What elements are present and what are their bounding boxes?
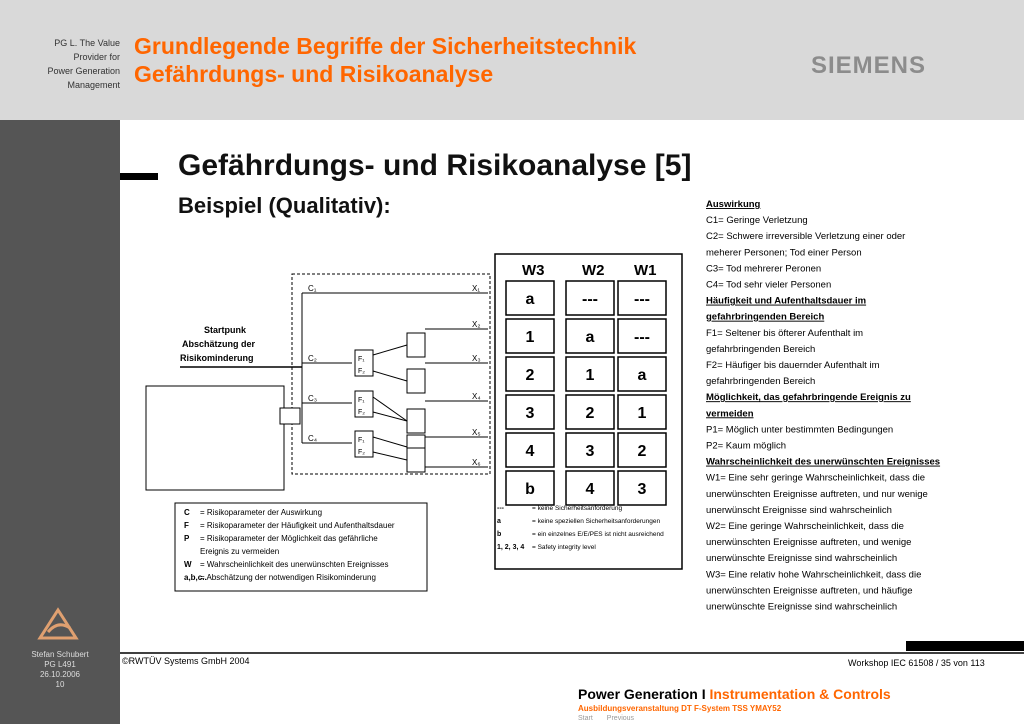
legend-key: b (497, 531, 502, 538)
legend-desc: = ein einzelnes E/E/PES ist nicht ausreichend (532, 531, 664, 538)
w-cell-value: --- (634, 329, 650, 346)
risk-definitions (706, 199, 940, 613)
slide-image (120, 123, 1024, 668)
c2-label: C₂ (308, 354, 317, 363)
definition-line: P2= Kaum möglich (706, 440, 786, 452)
nav-start-link[interactable]: Start (578, 715, 593, 722)
slide-title: Gefährdungs- und Risikoanalyse [5] (178, 149, 692, 182)
slide-subtitle: Beispiel (Qualitativ): (178, 193, 391, 218)
definition-line: unerwünschten Ereignisse auftreten, und wenige (706, 537, 912, 549)
w-header: W2 (582, 262, 605, 279)
f1-label: F₁ (358, 437, 365, 444)
start-label-1: Startpunk (204, 325, 247, 335)
definition-line: W1= Eine sehr geringe Wahrscheinlichkeit, dass die (706, 472, 926, 484)
definition-line: W3= Eine relativ hohe Wahrscheinlichkeit, dass die (706, 569, 922, 581)
legend-desc: = Risikoparameter der Auswirkung (200, 508, 323, 517)
x4-label: X₄ (472, 392, 481, 401)
title-line-1: Grundlegende Begriffe der Sicherheitstechnik (134, 33, 637, 59)
legend-key: a (497, 518, 501, 525)
legend-desc: = Risikoparameter der Möglichkeit das gefährliche (200, 534, 378, 543)
x3-label: X₃ (472, 354, 481, 363)
footer-title (578, 686, 891, 702)
definition-line: meherer Personen; Tod einer Person (706, 247, 862, 259)
legend-desc: = Abschätzung der notwendigen Risikominderung (200, 573, 376, 582)
date: 26.10.2006 (39, 670, 81, 679)
f2-label: F₂ (358, 449, 365, 456)
definition-heading: Häufigkeit und Aufenthaltsdauer im (706, 295, 867, 307)
w-cell-value: a (637, 367, 647, 384)
legend-desc: Ereignis zu vermeiden (200, 547, 280, 556)
w-cell-value: a (585, 329, 595, 346)
left-sidebar (0, 120, 120, 724)
footer-subtitle: Ausbildungsveranstaltung DT F-System TSS YMAY52 (578, 704, 782, 713)
definition-line: gefahrbringenden Bereich (706, 376, 816, 388)
x6-label: X₆ (472, 458, 481, 467)
w-cell-value: 3 (585, 443, 595, 460)
definition-line: F1= Seltener bis öfterer Aufenthalt im (706, 327, 864, 339)
department: PG L491 (44, 660, 76, 669)
definition-heading: vermeiden (706, 408, 754, 420)
w-cell-value: 1 (637, 405, 647, 422)
legend-key: 1, 2, 3, 4 (497, 544, 525, 551)
definition-heading: Auswirkung (706, 199, 761, 210)
definition-heading: gefahrbringenden Bereich (706, 311, 825, 323)
definition-line: unerwünscht Ereignisse sind wahrscheinlich (706, 504, 892, 516)
w-cell-value: --- (582, 291, 598, 308)
definition-line: C2= Schwere irreversible Verletzung einer oder (706, 231, 906, 243)
f1-label: F₁ (358, 397, 365, 404)
header-side-line: Management (67, 80, 120, 90)
x1-label: X₁ (472, 284, 481, 293)
c3-label: C₃ (308, 394, 318, 403)
header-bar (0, 0, 1024, 120)
definition-line: unerwünschten Ereignisse auftreten, und nur wenige (706, 488, 928, 500)
nav-previous-link[interactable]: Previous (606, 715, 635, 722)
header-side-text (0, 36, 120, 92)
w-cell-value: 2 (525, 367, 535, 384)
w-risk-table (506, 262, 666, 505)
legend-desc: = Risikoparameter der Häufigkeit und Aufenthaltsdauer (200, 521, 395, 530)
definition-line: C4= Tod sehr vieler Personen (706, 279, 832, 291)
legend-key: W (184, 560, 192, 569)
header-side-line: Power Generation (47, 66, 120, 76)
siemens-logo: SIEMENS (811, 52, 927, 79)
copyright: ©RWTÜV Systems GmbH 2004 (122, 656, 250, 666)
w-cell-value: 1 (585, 367, 595, 384)
w-header: W1 (634, 262, 657, 279)
w-cell-value: 4 (525, 443, 535, 460)
legend-desc: = Wahrscheinlichkeit des unerwünschten Ereignisses (200, 560, 389, 569)
legend-key: C (184, 508, 190, 517)
legend-right (497, 505, 664, 551)
header-side-line: Provider for (73, 52, 120, 62)
w-cell-value: 3 (525, 405, 535, 422)
definition-heading: Möglichkeit, das gefahrbringende Ereignis zu (706, 392, 911, 404)
legend-key: a,b,c.. (184, 573, 207, 582)
w-cell-value: 4 (585, 481, 595, 498)
definition-line: C3= Tod mehrerer Peronen (706, 263, 822, 275)
w-cell-value: a (525, 291, 535, 308)
c1-label: C₁ (308, 284, 317, 293)
definition-line: unerwünschte Ereignisse sind wahrscheinlich (706, 601, 898, 613)
header-side-line: PG L. The Value (54, 38, 120, 48)
definition-line: unerwünschte Ereignisse sind wahrscheinlich (706, 553, 898, 565)
start-label-2: Abschätzung der (182, 339, 256, 349)
w-cell-value: 3 (637, 481, 647, 498)
definition-line: F2= Häufiger bis dauernder Aufenthalt im (706, 360, 880, 371)
x2-label: X₂ (472, 320, 481, 329)
footer-title-main: Power Generation (578, 686, 698, 702)
legend-key: P (184, 534, 190, 543)
start-label-3: Risikominderung (180, 353, 254, 363)
workshop-label: Workshop IEC 61508 / 35 von 113 (848, 658, 985, 668)
definition-line: W2= Eine geringe Wahrscheinlichkeit, dass die (706, 521, 904, 532)
w-cell-value: 2 (637, 443, 647, 460)
f2-label: F₂ (358, 368, 365, 375)
legend-desc: = keine Sicherheitsanforderung (532, 505, 623, 512)
page-title (134, 32, 636, 88)
legend-desc: = Safety integrity level (532, 544, 596, 551)
f2-label: F₂ (358, 409, 365, 416)
footer-title-accent: Instrumentation & Controls (709, 686, 891, 702)
title-line-2: Gefährdungs- und Risikoanalyse (134, 61, 494, 87)
definition-line: P1= Möglich unter bestimmten Bedingungen (706, 424, 894, 436)
definition-heading: Wahrscheinlichkeit des unerwünschten Ereignisses (706, 456, 941, 468)
delta-logo-icon (36, 606, 82, 647)
definition-line: C1= Geringe Verletzung (706, 215, 808, 227)
definition-line: unerwünschten Ereignisse auftreten, und häufige (706, 585, 913, 597)
w-cell-value: --- (634, 291, 650, 308)
legend-key: --- (497, 505, 504, 512)
f1-label: F₁ (358, 356, 365, 363)
footer-separator: I (697, 686, 710, 702)
x5-label: X₅ (472, 428, 481, 437)
legend-key: F (184, 521, 189, 530)
sidebar-info (0, 650, 120, 690)
author: Stefan Schubert (31, 650, 89, 659)
page-number: 10 (55, 680, 65, 689)
w-cell-value: 1 (525, 329, 535, 346)
w-header: W3 (522, 262, 545, 279)
w-cell-value: b (525, 481, 535, 498)
c4-label: C₄ (308, 434, 318, 443)
legend-desc: = keine speziellen Sicherheitsanforderungen (532, 518, 661, 525)
w-cell-value: 2 (585, 405, 595, 422)
definition-line: gefahrbringenden Bereich (706, 343, 816, 355)
footer-nav (578, 715, 648, 722)
